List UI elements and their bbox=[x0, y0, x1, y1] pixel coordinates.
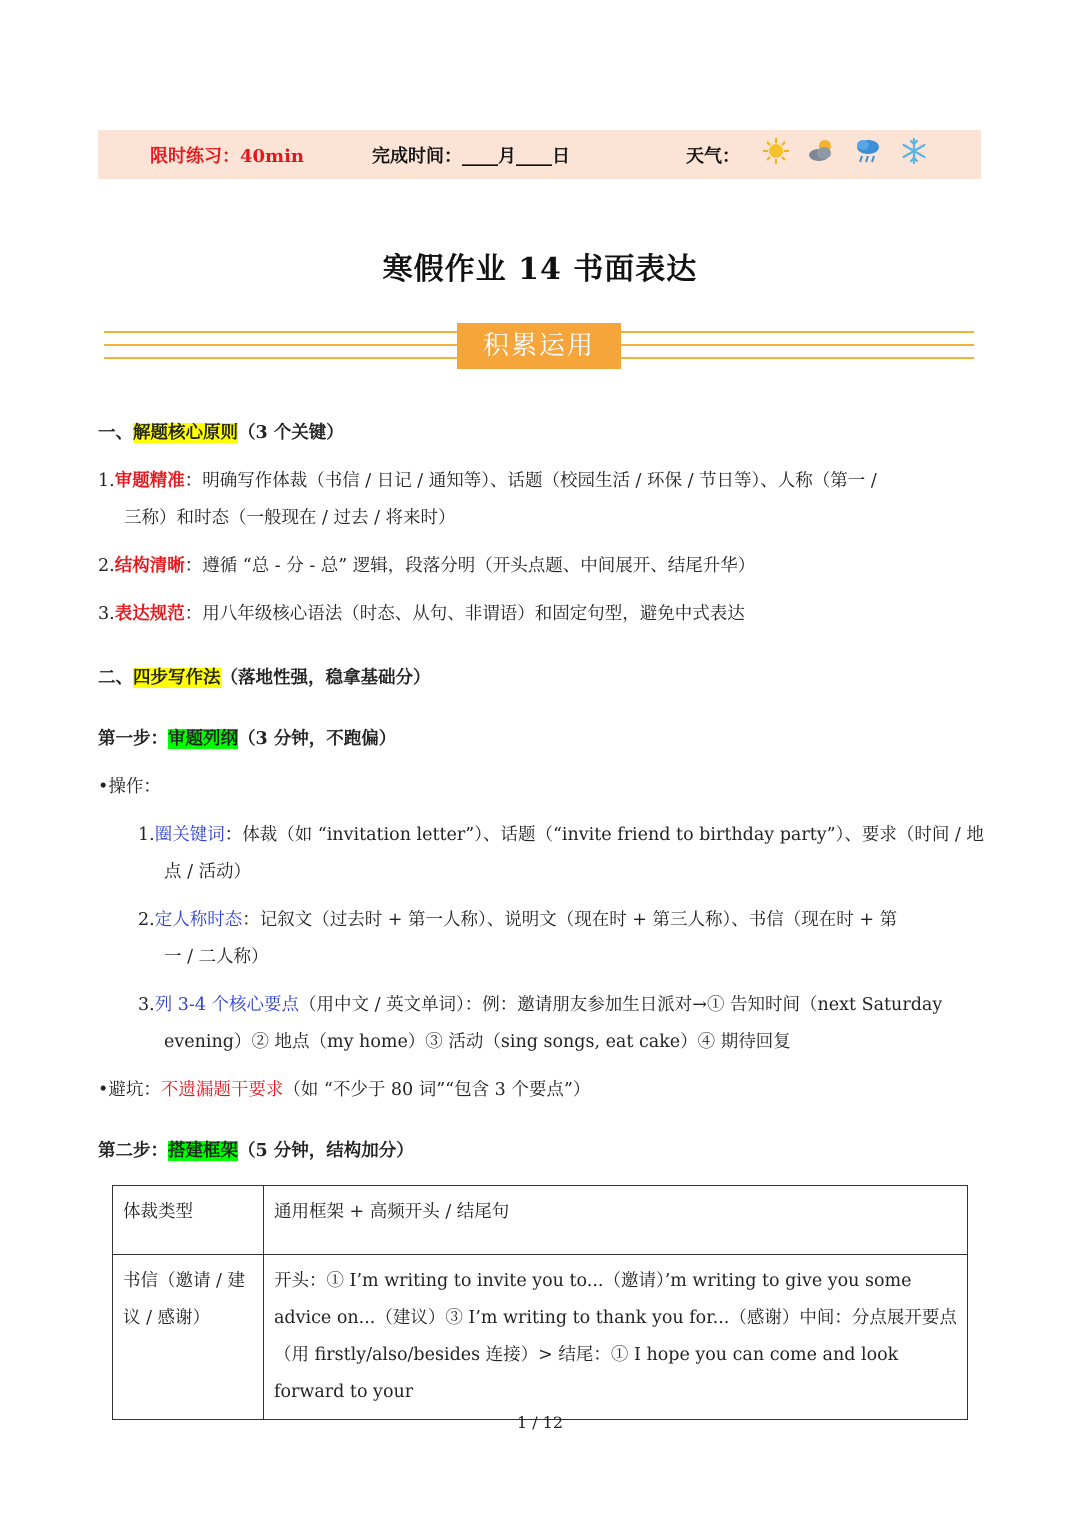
snowflake-icon bbox=[899, 136, 929, 166]
rain-cloud-icon bbox=[853, 136, 883, 166]
time-limit-label: 限时练习：40min bbox=[150, 146, 305, 167]
table-cell: 开头：① I’m writing to invite you to...（邀请）’m writing to give you some advice on...（建议）③ I’m writing to thank you for...（感谢）中间：分点展开要点（用 firstly/also/besides 连接）> 结尾：① I hope you can come and look forward to your bbox=[264, 1255, 968, 1420]
table-row bbox=[113, 1186, 968, 1255]
cloud-sun-icon bbox=[806, 136, 836, 166]
table-header-cell: 通用框架 + 高频开头 / 结尾句 bbox=[264, 1186, 968, 1255]
principle-1: 1.审题精准：明确写作体裁（书信 / 日记 / 通知等）、话题（校园生活 / 环保 / 节日等）、人称（第一 / bbox=[98, 471, 877, 491]
section-banner: 积累运用 bbox=[457, 323, 621, 369]
completion-date-label: 完成时间：____月____日 bbox=[372, 146, 570, 167]
table-cell: 书信（邀请 / 建议 / 感谢） bbox=[113, 1255, 264, 1420]
operation-3-cont: evening）② 地点（my home）③ 活动（sing songs, eat cake）④ 期待回复 bbox=[164, 1032, 791, 1052]
table-row bbox=[113, 1255, 968, 1420]
weather-label: 天气： bbox=[686, 146, 740, 167]
operation-2: 2.定人称时态：记叙文（过去时 + 第一人称）、说明文（现在时 + 第三人称）、书信（现在时 + 第 bbox=[138, 910, 898, 930]
section-heading-1: 一、解题核心原则（3 个关键） bbox=[98, 423, 344, 443]
operation-1-cont: 点 / 活动） bbox=[164, 862, 252, 882]
section-heading-2: 二、四步写作法（落地性强，稳拿基础分） bbox=[98, 668, 431, 688]
framework-table bbox=[112, 1185, 968, 1420]
page-number: 1 / 12 bbox=[516, 1413, 564, 1432]
sun-icon bbox=[761, 136, 791, 166]
operation-3: 3.列 3-4 个核心要点（用中文 / 英文单词）：例：邀请朋友参加生日派对→① 告知时间（next Saturday bbox=[138, 995, 943, 1015]
avoid-pitfall: •避坑：不遗漏题干要求（如 “不少于 80 词”“包含 3 个要点”） bbox=[98, 1080, 591, 1100]
principle-3: 3.表达规范：用八年级核心语法（时态、从句、非谓语）和固定句型，避免中式表达 bbox=[98, 604, 745, 624]
principle-1-cont: 三称）和时态（一般现在 / 过去 / 将来时） bbox=[124, 508, 456, 528]
principle-2: 2.结构清晰：遵循 “总 - 分 - 总” 逻辑，段落分明（开头点题、中间展开、结尾升华） bbox=[98, 556, 756, 576]
table-header-cell: 体裁类型 bbox=[113, 1186, 264, 1255]
step-1-heading: 第一步：审题列纲（3 分钟，不跑偏） bbox=[98, 729, 397, 749]
operation-2-cont: 一 / 二人称） bbox=[164, 947, 269, 967]
step-2-heading: 第二步：搭建框架（5 分钟，结构加分） bbox=[98, 1141, 414, 1161]
operation-1: 1.圈关键词：体裁（如 “invitation letter”）、话题（“invite friend to birthday party”）、要求（时间 / 地 bbox=[138, 825, 984, 845]
operation-label: •操作： bbox=[98, 777, 161, 797]
page-title: 寒假作业 14 书面表达 bbox=[382, 252, 698, 287]
header-band bbox=[98, 130, 981, 179]
